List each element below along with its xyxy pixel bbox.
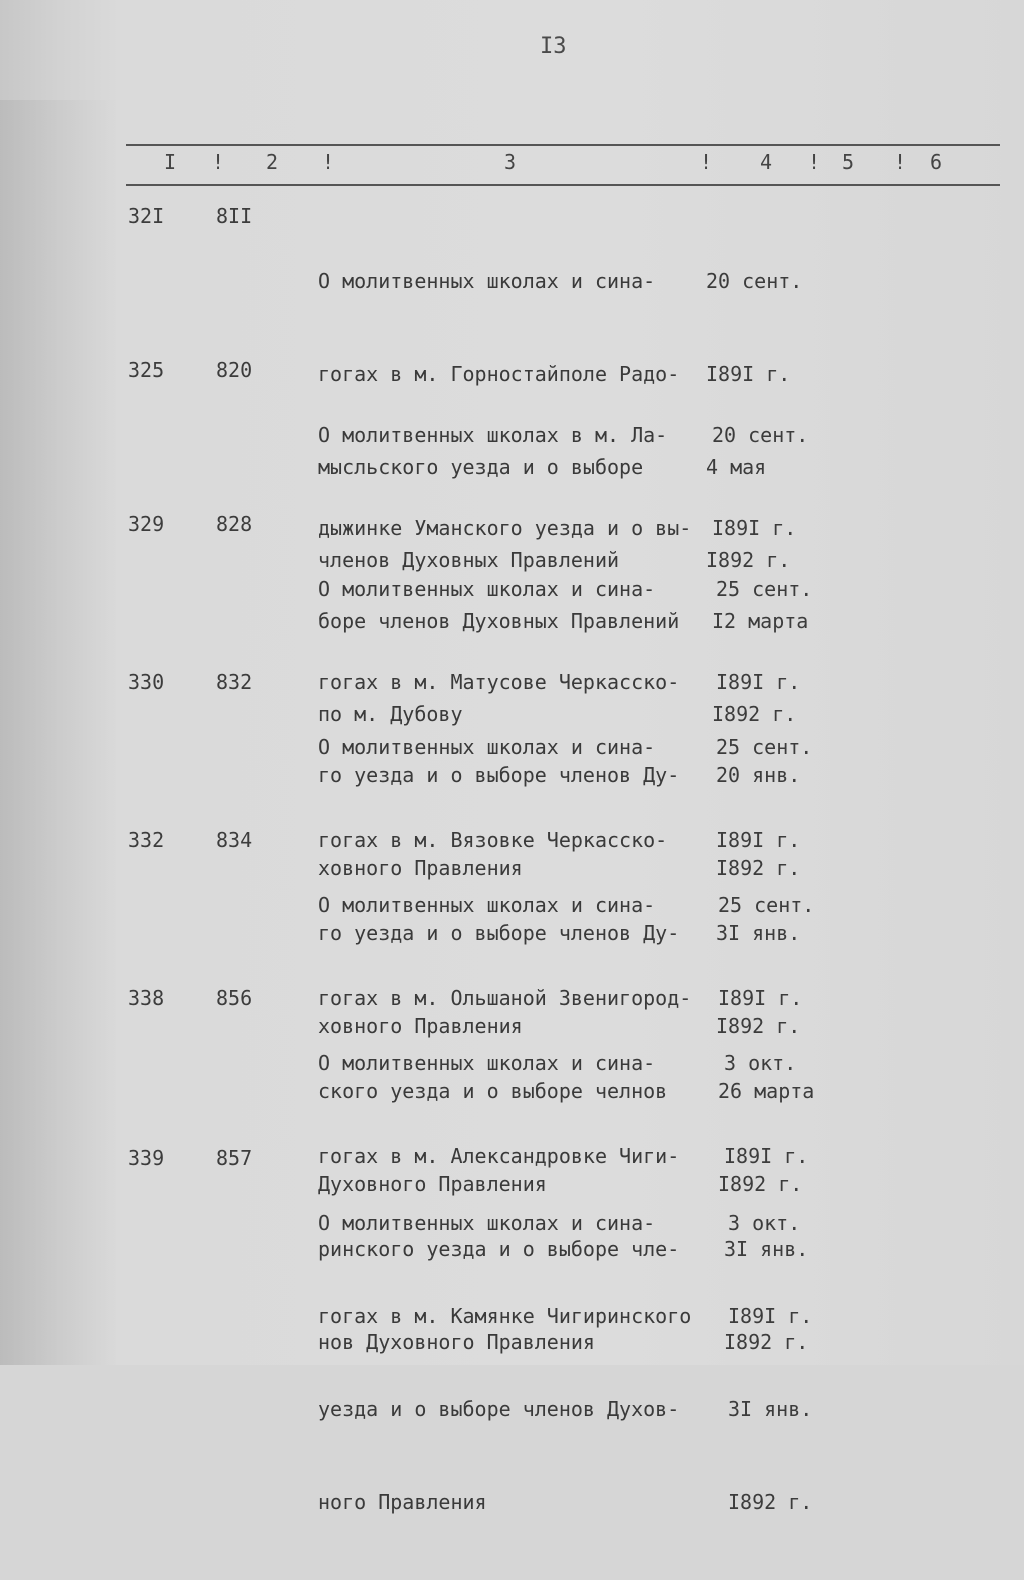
table-row	[0, 1146, 1024, 1514]
description-line: нов Духовного Правления	[318, 1330, 595, 1354]
description-line: гогах в м. Александровке Чиги-	[318, 1144, 680, 1168]
row-number: 330	[128, 670, 165, 694]
date-line: I89I г.	[712, 516, 797, 540]
date-line: 20 сент.	[712, 423, 809, 447]
description-line: го уезда и о выборе членов Ду-	[318, 921, 680, 945]
description-line: гогах в м. Матусове Черкасско-	[318, 670, 680, 694]
column-separator: !	[894, 150, 907, 174]
description-line: гогах в м. Вязовке Черкасско-	[318, 828, 668, 852]
description-line: О молитвенных школах и сина-	[318, 1051, 656, 1075]
description-line: ринского уезда и о выборе чле-	[318, 1237, 680, 1261]
date-line: 26 марта	[718, 1079, 815, 1103]
description-line: ного Правления	[318, 1490, 487, 1514]
description-line: Духовного Правления	[318, 1172, 547, 1196]
date-line: 3I янв.	[716, 921, 801, 945]
column-header-5: 5	[842, 150, 855, 174]
description-line: ховного Правления	[318, 1014, 523, 1038]
description-line: ского уезда и о выборе челнов	[318, 1079, 668, 1103]
case-number: 832	[216, 670, 253, 694]
date-line: 4 мая	[706, 455, 767, 479]
date-line: 3I янв.	[724, 1237, 809, 1261]
case-number: 857	[216, 1146, 253, 1170]
description-line: гогах в м. Горностайполе Радо-	[318, 362, 680, 386]
row-number: 338	[128, 986, 165, 1010]
description-line: гогах в м. Камянке Чигиринского	[318, 1304, 692, 1328]
column-header-4: 4	[760, 150, 773, 174]
date-line: 20 янв.	[716, 763, 801, 787]
description-line: О молитвенных школах в м. Ла-	[318, 423, 668, 447]
case-number: 834	[216, 828, 253, 852]
date-line: 3 окт.	[724, 1051, 797, 1075]
row-number: 339	[128, 1146, 165, 1170]
case-number: 828	[216, 512, 253, 536]
column-separator: !	[700, 150, 713, 174]
date-line: I89I г.	[728, 1304, 813, 1328]
date-line: I892 г.	[712, 702, 797, 726]
date-line: I89I г.	[718, 986, 803, 1010]
case-number: 820	[216, 358, 253, 382]
description-line: О молитвенных школах и сина-	[318, 577, 656, 601]
column-header-2: 2	[266, 150, 279, 174]
description-line: по м. Дубову	[318, 702, 463, 726]
date-line: 3 окт.	[728, 1211, 801, 1235]
description-line: О молитвенных школах и сина-	[318, 1211, 656, 1235]
date-line: I89I г.	[716, 670, 801, 694]
column-separator: !	[808, 150, 821, 174]
row-number: 329	[128, 512, 165, 536]
column-header-1: I	[164, 150, 177, 174]
date-line: I892 г.	[728, 1490, 813, 1514]
description-line: дыжинке Уманского уезда и о вы-	[318, 516, 692, 540]
header-rule-bottom	[126, 184, 1000, 186]
date-line: I2 марта	[712, 609, 809, 633]
date-line: 3I янв.	[728, 1397, 813, 1421]
column-separator: !	[212, 150, 225, 174]
date-line: I89I г.	[716, 828, 801, 852]
header-rule-top	[126, 144, 1000, 146]
date-line: I89I г.	[724, 1144, 809, 1168]
case-number: 856	[216, 986, 253, 1010]
column-header-6: 6	[930, 150, 943, 174]
date-line: I892 г.	[716, 1014, 801, 1038]
description-line: уезда и о выборе членов Духов-	[318, 1397, 680, 1421]
column-separator: !	[322, 150, 335, 174]
description-line: членов Духовных Правлений	[318, 548, 620, 572]
description-line: О молитвенных школах и сина-	[318, 893, 656, 917]
date-line: I892 г.	[706, 548, 791, 572]
column-header-3: 3	[504, 150, 517, 174]
date-line: I892 г.	[724, 1330, 809, 1354]
row-number: 325	[128, 358, 165, 382]
date-line: I892 г.	[716, 856, 801, 880]
row-description	[318, 1146, 718, 1580]
case-number: 8II	[216, 204, 253, 228]
description-line: го уезда и о выборе членов Ду-	[318, 763, 680, 787]
description-line: боре членов Духовных Правлений	[318, 609, 680, 633]
date-line: 25 сент.	[716, 735, 813, 759]
page-number: I3	[540, 34, 567, 59]
row-number: 332	[128, 828, 165, 852]
description-line: ховного Правления	[318, 856, 523, 880]
date-line: 25 сент.	[718, 893, 815, 917]
date-line: I89I г.	[706, 362, 791, 386]
date-line: I892 г.	[718, 1172, 803, 1196]
date-line: 25 сент.	[716, 577, 813, 601]
row-number: 32I	[128, 204, 165, 228]
description-line: мысльского уезда и о выборе	[318, 455, 644, 479]
description-line: гогах в м. Ольшаной Звенигород-	[318, 986, 692, 1010]
date-line: 20 сент.	[706, 269, 803, 293]
description-line: О молитвенных школах и сина-	[318, 735, 656, 759]
row-dates	[728, 1146, 812, 1580]
description-line: О молитвенных школах и сина-	[318, 269, 656, 293]
